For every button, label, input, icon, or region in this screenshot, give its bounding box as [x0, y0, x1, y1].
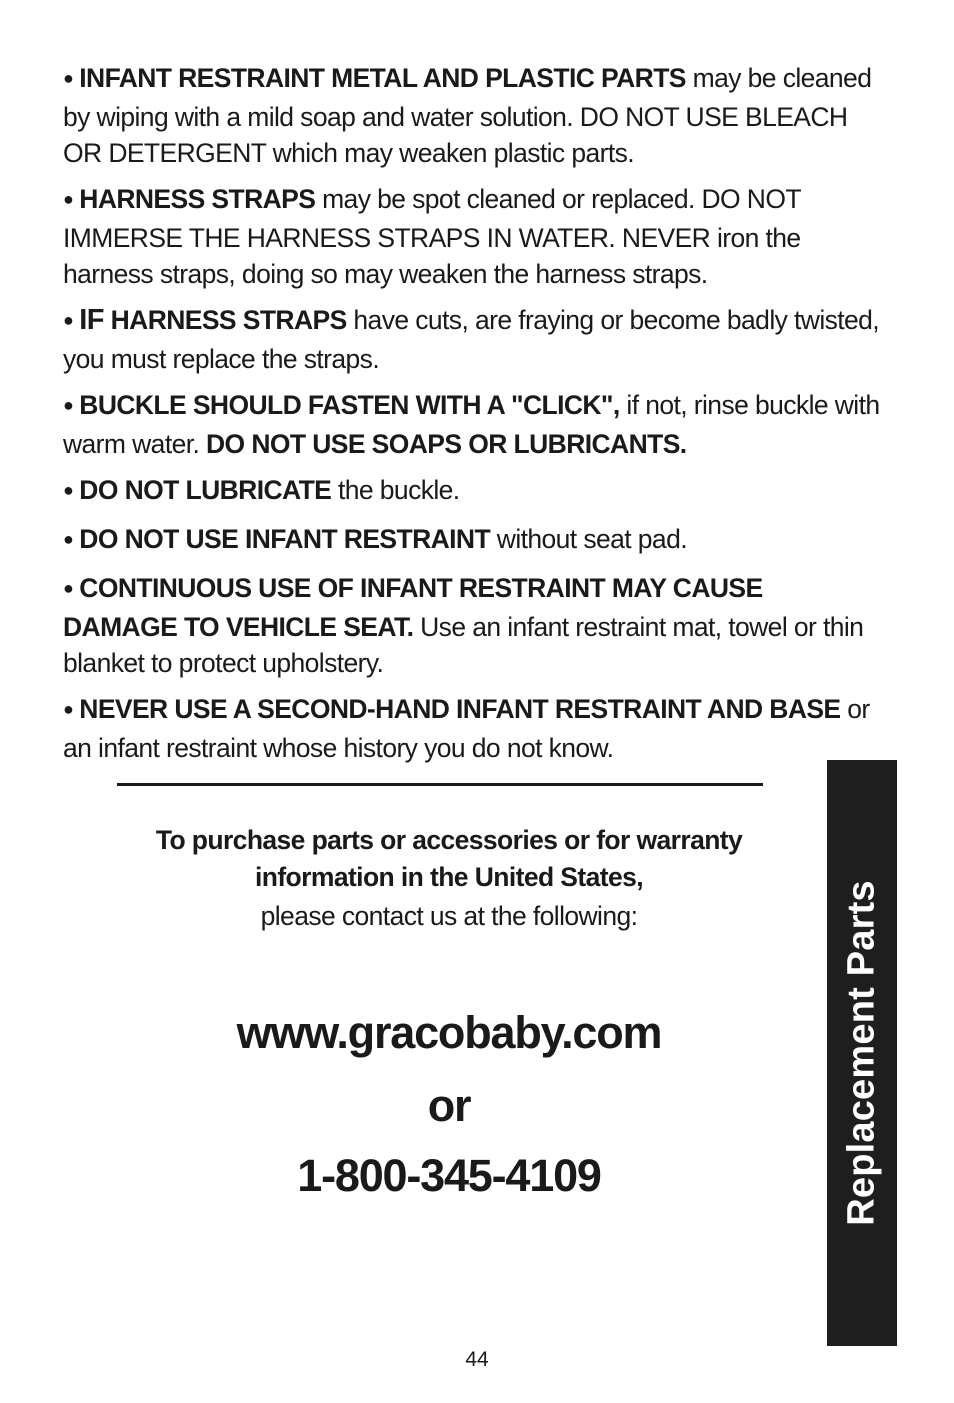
bullet-dot-icon: ●: [63, 480, 74, 500]
contact-line-2: information in the United States,: [254, 862, 644, 892]
bullet-buckle-click: ● BUCKLE SHOULD FASTEN WITH A "CLICK", if not, rinse buckle with warm water. DO NOT USE SOAPS OR LUBRICANTS.: [63, 390, 880, 459]
section-tab-label: Replacement Parts: [840, 880, 883, 1226]
bullet-seat-pad: ● DO NOT USE INFANT RESTRAINT without seat pad.: [63, 524, 687, 554]
website-link[interactable]: www.gracobaby.com: [236, 1007, 662, 1058]
bullet-dot-icon: ●: [63, 395, 74, 415]
contact-line-3: please contact us at the following:: [260, 901, 638, 931]
bullet-dot-icon: ●: [63, 68, 74, 88]
phone-number[interactable]: 1-800-345-4109: [297, 1150, 601, 1201]
bullet-second-hand: ● NEVER USE A SECOND-HAND INFANT RESTRAINT AND BASE or an infant restraint whose history you do not know.: [63, 694, 870, 763]
bullet-harness-straps-replace: ● IF HARNESS STRAPS have cuts, are fraying or become badly twisted, you must replace the straps.: [63, 304, 880, 374]
bullet-vehicle-seat-damage: ● CONTINUOUS USE OF INFANT RESTRAINT MAY CAUSE DAMAGE TO VEHICLE SEAT. Use an infant restraint mat, towel or thin blanket to protect upholstery.: [63, 573, 864, 678]
bullet-metal-plastic-parts: ● INFANT RESTRAINT METAL AND PLASTIC PARTS may be cleaned by wiping with a mild soap and water solution. DO NOT USE BLEACH OR DETERGENT which may weaken plastic parts.: [63, 63, 872, 168]
contact-line-1: To purchase parts or accessories or for warranty: [155, 825, 743, 855]
bullet-dot-icon: ●: [63, 578, 74, 598]
section-tab: [827, 760, 897, 1346]
page-number: 44: [465, 1348, 489, 1371]
bullet-dot-icon: ●: [63, 189, 74, 209]
bullet-dot-icon: ●: [63, 529, 74, 549]
section-divider: [117, 783, 763, 786]
care-instructions-list: [63, 60, 883, 776]
bullet-harness-straps-cleaning: ● HARNESS STRAPS may be spot cleaned or replaced. DO NOT IMMERSE THE HARNESS STRAPS IN WATER. NEVER iron the harness straps, doing so may weaken the harness straps.: [63, 184, 801, 289]
contact-heading: [0, 822, 898, 896]
or-separator: or: [427, 1080, 471, 1131]
bullet-dot-icon: ●: [63, 699, 74, 719]
bullet-do-not-lubricate: ● DO NOT LUBRICATE the buckle.: [63, 475, 460, 505]
bullet-dot-icon: ●: [63, 310, 74, 330]
